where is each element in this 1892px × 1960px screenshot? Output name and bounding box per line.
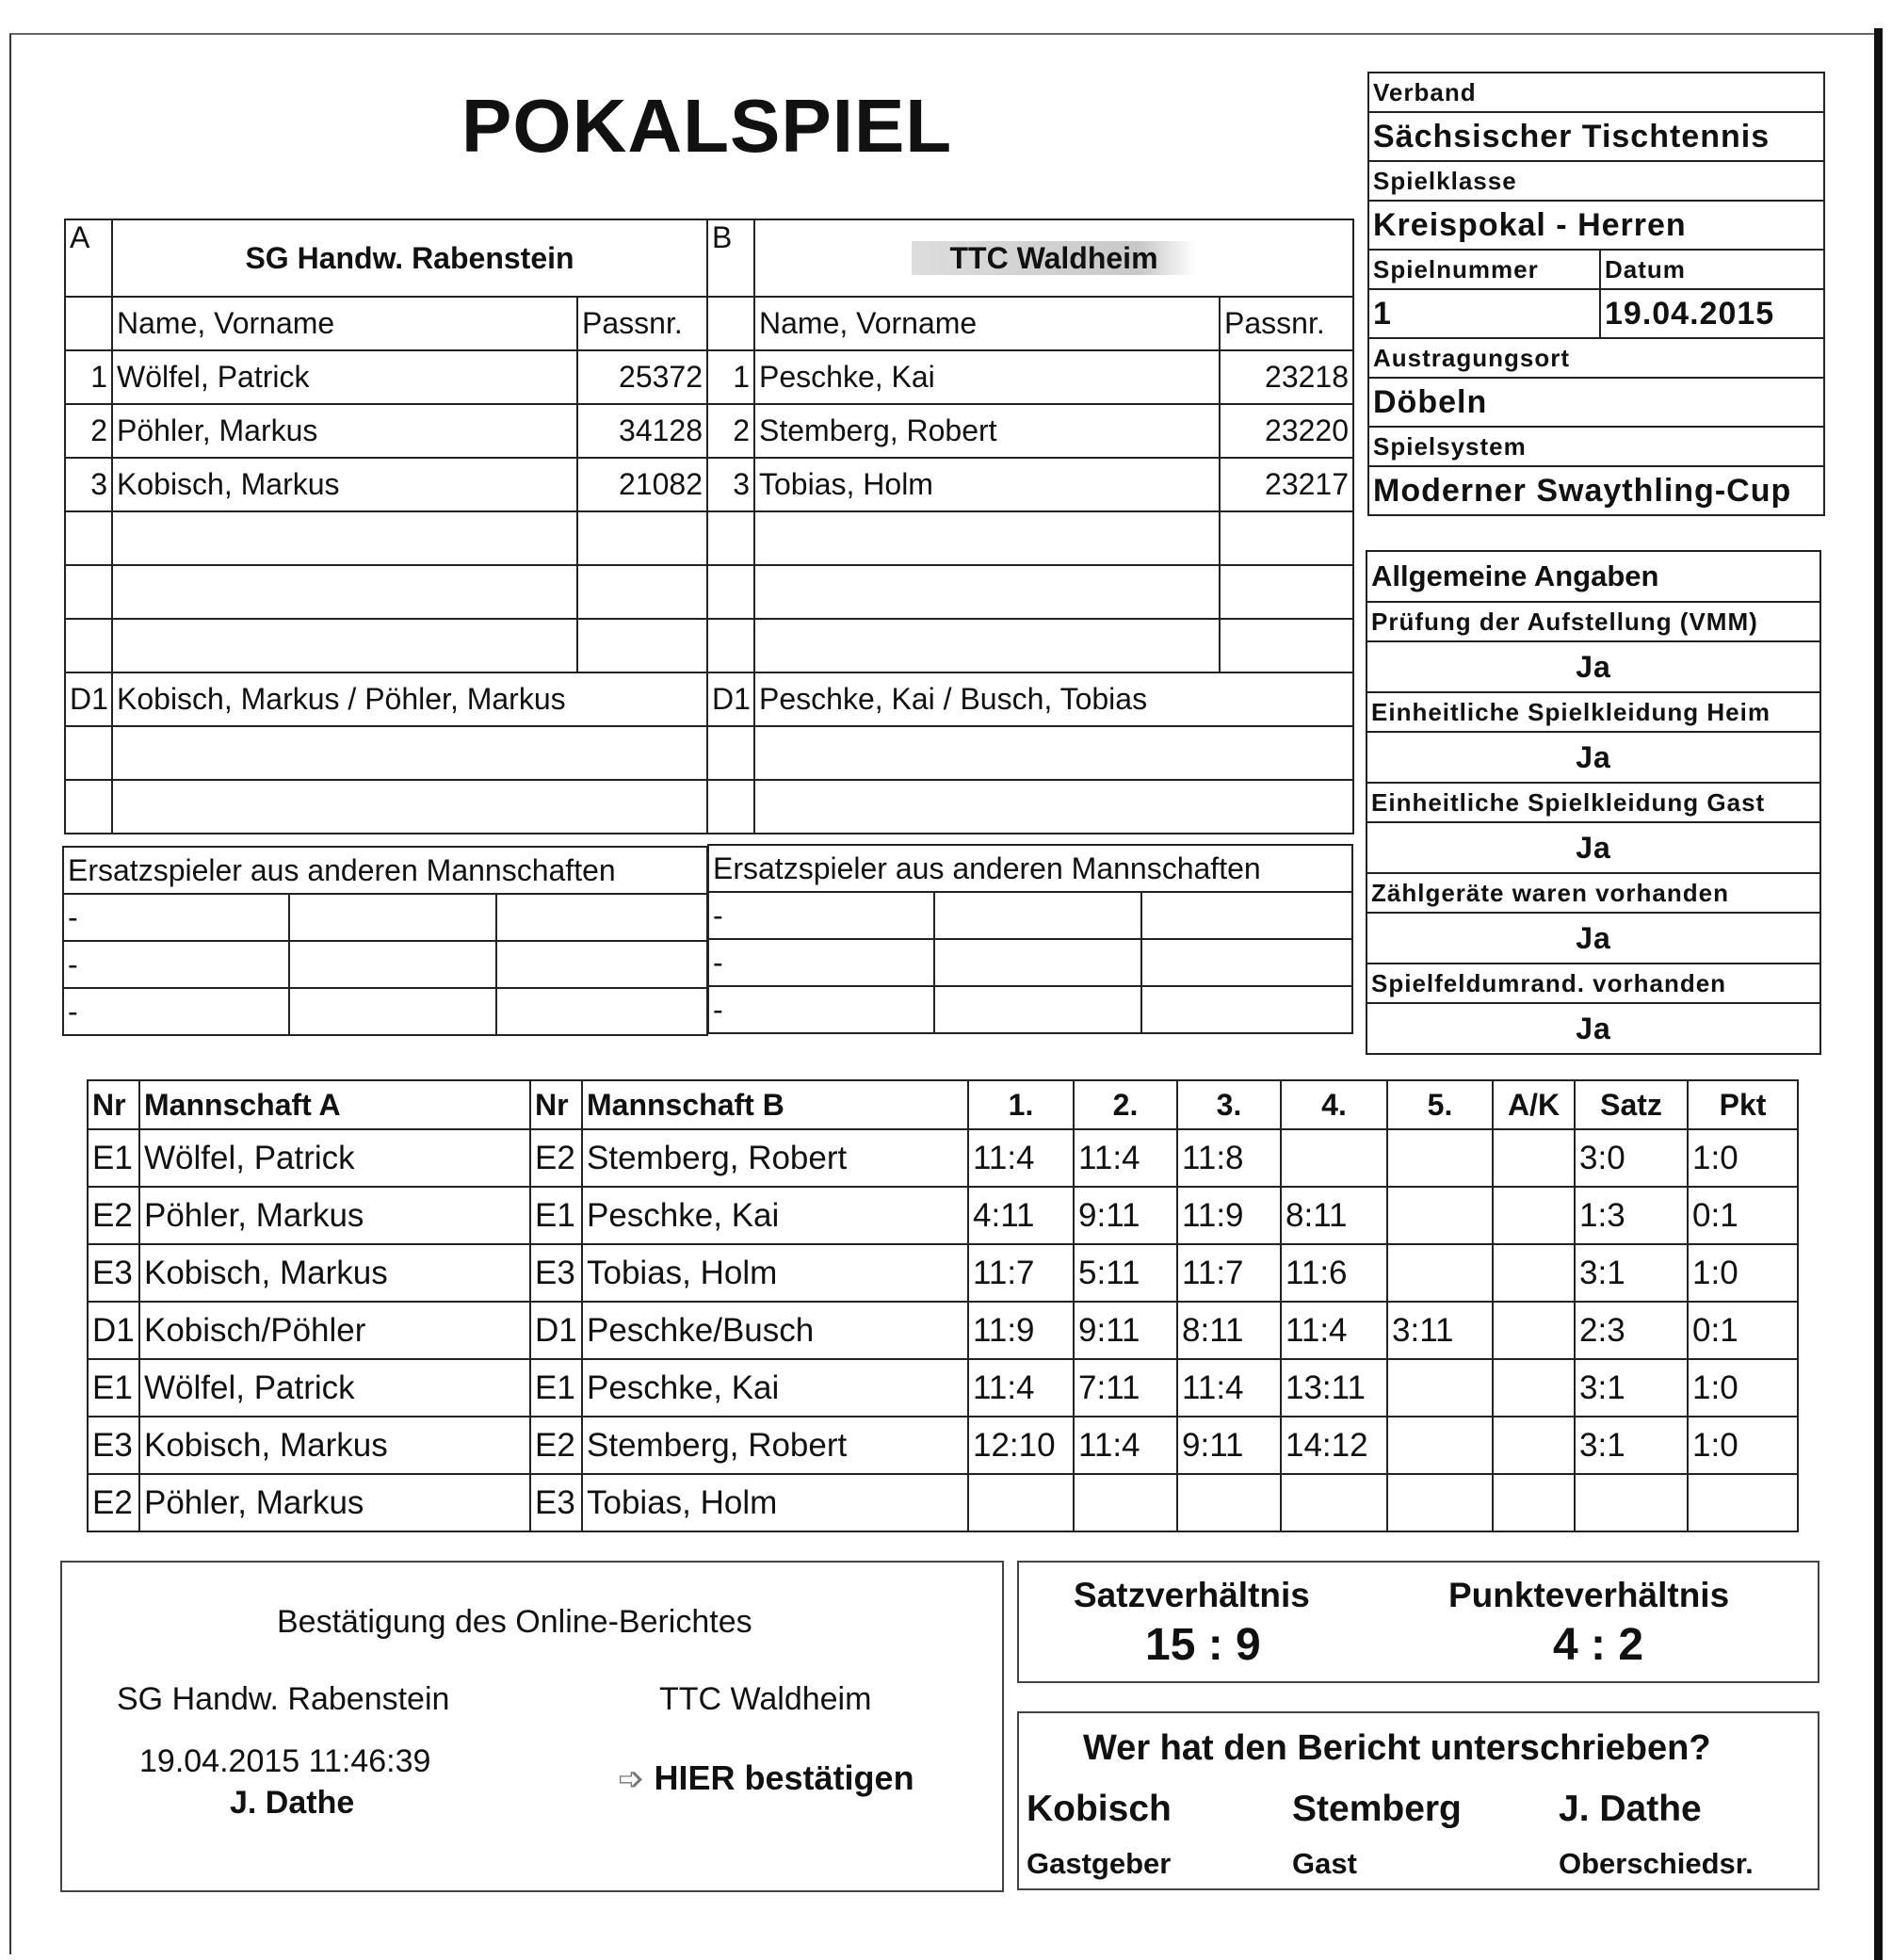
results-row — [88, 1187, 1798, 1244]
results-cell-player-a: Pöhler, Markus — [139, 1187, 530, 1244]
doubles-no: D1 — [707, 672, 754, 726]
results-cell-nr-a: E1 — [88, 1129, 139, 1187]
results-cell-ak — [1493, 1474, 1575, 1531]
team-b-name-cell — [754, 219, 1353, 297]
team-b-name: TTC Waldheim — [912, 241, 1195, 275]
team-b-col-name: Name, Vorname — [754, 297, 1220, 350]
substitute-cell: - — [63, 941, 289, 988]
doubles-no: D1 — [65, 672, 112, 726]
substitute-cell: - — [63, 894, 289, 941]
punkte-label: Punkteverhältnis — [1448, 1576, 1730, 1614]
results-cell-pkt: 0:1 — [1688, 1302, 1798, 1359]
results-cell-player-b: Tobias, Holm — [582, 1244, 968, 1302]
results-cell-set-3: 11:9 — [1177, 1187, 1281, 1244]
referee-role: Oberschiedsr. — [1559, 1847, 1754, 1880]
results-cell-set-4 — [1281, 1129, 1387, 1187]
results-cell-set-3: 8:11 — [1177, 1302, 1281, 1359]
results-row — [88, 1129, 1798, 1187]
results-cell-pkt: 1:0 — [1688, 1129, 1798, 1187]
spielklasse-label: Spielklasse — [1368, 161, 1824, 201]
spielnummer-value: 1 — [1368, 289, 1600, 338]
results-cell-set-4: 13:11 — [1281, 1359, 1387, 1417]
datum-label: Datum — [1600, 250, 1824, 289]
results-cell-player-a: Wölfel, Patrick — [139, 1359, 530, 1417]
results-header: Nr — [88, 1080, 139, 1129]
lineup-empty-row — [65, 726, 1353, 780]
player-name: Peschke, Kai — [754, 350, 1220, 404]
team-a-col-pass: Passnr. — [577, 297, 707, 350]
results-cell-nr-a: E3 — [88, 1244, 139, 1302]
results-cell-nr-b: E1 — [530, 1187, 582, 1244]
player-name: Tobias, Holm — [754, 458, 1220, 511]
results-row — [88, 1302, 1798, 1359]
results-cell-satz — [1575, 1474, 1688, 1531]
page-title: POKALSPIEL — [461, 84, 953, 168]
player-no: 2 — [707, 404, 754, 458]
match-info-panel — [1367, 72, 1825, 516]
results-cell-satz: 3:0 — [1575, 1129, 1688, 1187]
results-cell-player-b: Peschke, Kai — [582, 1359, 968, 1417]
general-item-value: Ja — [1366, 641, 1820, 692]
spielklasse-value: Kreispokal - Herren — [1368, 201, 1824, 250]
substitutes-b-title: Ersatzspieler aus anderen Mannschaften — [708, 845, 1352, 892]
general-item-value: Ja — [1366, 822, 1820, 873]
results-cell-set-5 — [1387, 1187, 1493, 1244]
general-item-label: Einheitliche Spielkleidung Heim — [1366, 692, 1820, 732]
results-cell-player-a: Pöhler, Markus — [139, 1474, 530, 1531]
host-role: Gastgeber — [1027, 1847, 1172, 1880]
general-item-label: Einheitliche Spielkleidung Gast — [1366, 783, 1820, 822]
spielnummer-label: Spielnummer — [1368, 250, 1600, 289]
results-cell-nr-a: E2 — [88, 1474, 139, 1531]
guest-name: Stemberg — [1292, 1789, 1462, 1829]
player-no: 3 — [707, 458, 754, 511]
arrow-right-icon: ➩ — [618, 1761, 645, 1797]
substitute-cell: - — [708, 939, 934, 986]
ort-value: Döbeln — [1368, 378, 1824, 427]
player-no: 3 — [65, 458, 112, 511]
lineup-empty-row — [65, 565, 1353, 619]
player-pass: 23217 — [1220, 458, 1353, 511]
datum-value: 19.04.2015 — [1600, 289, 1824, 338]
player-no: 1 — [707, 350, 754, 404]
satz-value: 15 : 9 — [1145, 1620, 1261, 1670]
general-item-value: Ja — [1366, 732, 1820, 783]
results-cell-nr-b: E2 — [530, 1417, 582, 1474]
player-name: Wölfel, Patrick — [112, 350, 577, 404]
general-item-value: Ja — [1366, 913, 1820, 964]
lineup-empty-row — [65, 619, 1353, 672]
player-pass: 21082 — [577, 458, 707, 511]
results-cell-satz: 3:1 — [1575, 1417, 1688, 1474]
lineup-row — [65, 350, 1353, 404]
results-cell-set-1: 11:9 — [968, 1302, 1074, 1359]
results-cell-set-3: 11:4 — [1177, 1359, 1281, 1417]
results-cell-pkt: 1:0 — [1688, 1359, 1798, 1417]
spielsystem-label: Spielsystem — [1368, 427, 1824, 466]
results-cell-set-5: 3:11 — [1387, 1302, 1493, 1359]
substitute-cell: - — [708, 986, 934, 1033]
general-item-value: Ja — [1366, 1003, 1820, 1054]
results-cell-player-a: Kobisch, Markus — [139, 1417, 530, 1474]
confirmation-timestamp: 19.04.2015 11:46:39 — [139, 1743, 431, 1779]
confirmation-box — [60, 1561, 1004, 1892]
results-cell-set-2 — [1074, 1474, 1177, 1531]
substitutes-a-title: Ersatzspieler aus anderen Mannschaften — [63, 847, 707, 894]
results-row — [88, 1359, 1798, 1417]
results-cell-satz: 2:3 — [1575, 1302, 1688, 1359]
results-cell-nr-b: D1 — [530, 1302, 582, 1359]
doubles-pair: Peschke, Kai / Busch, Tobias — [754, 672, 1353, 726]
substitute-cell: - — [63, 988, 289, 1035]
results-header: Pkt — [1688, 1080, 1798, 1129]
results-cell-nr-b: E3 — [530, 1244, 582, 1302]
verband-label: Verband — [1368, 73, 1824, 112]
player-pass: 34128 — [577, 404, 707, 458]
team-a-col-name: Name, Vorname — [112, 297, 577, 350]
results-cell-set-5 — [1387, 1474, 1493, 1531]
results-cell-nr-a: E2 — [88, 1187, 139, 1244]
totals-box — [1017, 1561, 1819, 1683]
results-header: 1. — [968, 1080, 1074, 1129]
lineup-empty-row — [65, 780, 1353, 834]
satz-label: Satzverhältnis — [1074, 1576, 1310, 1614]
results-cell-set-2: 5:11 — [1074, 1244, 1177, 1302]
general-item-label: Spielfeldumrand. vorhanden — [1366, 964, 1820, 1003]
general-details — [1366, 550, 1821, 1055]
results-cell-ak — [1493, 1129, 1575, 1187]
results-cell-set-4: 11:4 — [1281, 1302, 1387, 1359]
lineup-empty-row — [65, 511, 1353, 565]
results-header: 5. — [1387, 1080, 1493, 1129]
results-cell-pkt: 0:1 — [1688, 1187, 1798, 1244]
results-cell-player-a: Wölfel, Patrick — [139, 1129, 530, 1187]
results-cell-player-b: Tobias, Holm — [582, 1474, 968, 1531]
confirmation-signer: J. Dathe — [230, 1785, 355, 1821]
results-cell-set-2: 11:4 — [1074, 1417, 1177, 1474]
results-header: Satz — [1575, 1080, 1688, 1129]
player-no: 1 — [65, 350, 112, 404]
player-pass: 23220 — [1220, 404, 1353, 458]
results-cell-ak — [1493, 1417, 1575, 1474]
results-cell-player-a: Kobisch, Markus — [139, 1244, 530, 1302]
scan-edge — [1874, 28, 1883, 1960]
results-cell-set-3 — [1177, 1474, 1281, 1531]
results-row — [88, 1244, 1798, 1302]
results-header: 4. — [1281, 1080, 1387, 1129]
results-cell-set-3: 11:7 — [1177, 1244, 1281, 1302]
results-cell-set-2: 7:11 — [1074, 1359, 1177, 1417]
general-item-label: Prüfung der Aufstellung (VMM) — [1366, 602, 1820, 641]
host-name: Kobisch — [1027, 1789, 1172, 1829]
player-name: Pöhler, Markus — [112, 404, 577, 458]
results-cell-ak — [1493, 1244, 1575, 1302]
results-cell-set-5 — [1387, 1359, 1493, 1417]
results-cell-set-5 — [1387, 1417, 1493, 1474]
general-item-label: Zählgeräte waren vorhanden — [1366, 873, 1820, 913]
results-cell-satz: 3:1 — [1575, 1359, 1688, 1417]
results-cell-set-4: 8:11 — [1281, 1187, 1387, 1244]
results-header: 2. — [1074, 1080, 1177, 1129]
confirm-action-label: HIER bestätigen — [654, 1758, 914, 1797]
results-cell-set-1: 11:7 — [968, 1244, 1074, 1302]
team-b-col-pass: Passnr. — [1220, 297, 1353, 350]
confirm-action[interactable] — [618, 1758, 914, 1798]
team-b-letter: B — [707, 219, 754, 297]
results-cell-set-1 — [968, 1474, 1074, 1531]
results-cell-player-b: Peschke/Busch — [582, 1302, 968, 1359]
punkte-value: 4 : 2 — [1553, 1620, 1644, 1670]
results-header: Nr — [530, 1080, 582, 1129]
verband-value: Sächsischer Tischtennis — [1368, 112, 1824, 161]
results-cell-nr-a: E3 — [88, 1417, 139, 1474]
results-cell-satz: 1:3 — [1575, 1187, 1688, 1244]
results-cell-pkt: 1:0 — [1688, 1417, 1798, 1474]
results-header: Mannschaft B — [582, 1080, 968, 1129]
results-header: Mannschaft A — [139, 1080, 530, 1129]
results-cell-nr-a: D1 — [88, 1302, 139, 1359]
results-cell-set-1: 11:4 — [968, 1359, 1074, 1417]
results-cell-nr-b: E2 — [530, 1129, 582, 1187]
results-header-row — [88, 1080, 1798, 1129]
team-a-letter: A — [65, 219, 112, 297]
results-header: A/K — [1493, 1080, 1575, 1129]
results-cell-set-1: 4:11 — [968, 1187, 1074, 1244]
results-cell-set-3: 11:8 — [1177, 1129, 1281, 1187]
substitutes-b — [707, 844, 1353, 1034]
results-cell-set-2: 9:11 — [1074, 1302, 1177, 1359]
results-cell-satz: 3:1 — [1575, 1244, 1688, 1302]
signatures-question: Wer hat den Bericht unterschrieben? — [1083, 1728, 1711, 1768]
results-cell-set-4: 11:6 — [1281, 1244, 1387, 1302]
results-header: 3. — [1177, 1080, 1281, 1129]
confirmation-title: Bestätigung des Online-Berichtes — [277, 1604, 752, 1640]
results-cell-set-5 — [1387, 1129, 1493, 1187]
ort-label: Austragungsort — [1368, 338, 1824, 378]
results-cell-player-b: Stemberg, Robert — [582, 1417, 968, 1474]
team-a-name: SG Handw. Rabenstein — [112, 219, 707, 297]
player-pass: 25372 — [577, 350, 707, 404]
spielsystem-value: Moderner Swaythling-Cup — [1368, 466, 1824, 515]
player-name: Kobisch, Markus — [112, 458, 577, 511]
results-cell-set-1: 12:10 — [968, 1417, 1074, 1474]
lineup-doubles-row — [65, 672, 1353, 726]
results-cell-ak — [1493, 1187, 1575, 1244]
results-row — [88, 1417, 1798, 1474]
guest-role: Gast — [1292, 1847, 1357, 1880]
general-title: Allgemeine Angaben — [1366, 551, 1820, 602]
substitutes-a — [62, 846, 708, 1036]
results-cell-ak — [1493, 1302, 1575, 1359]
referee-name: J. Dathe — [1559, 1789, 1702, 1829]
doubles-pair: Kobisch, Markus / Pöhler, Markus — [112, 672, 707, 726]
results-cell-pkt — [1688, 1474, 1798, 1531]
results-cell-nr-b: E1 — [530, 1359, 582, 1417]
results-cell-nr-b: E3 — [530, 1474, 582, 1531]
results-cell-pkt: 1:0 — [1688, 1244, 1798, 1302]
results-cell-ak — [1493, 1359, 1575, 1417]
results-table — [87, 1079, 1799, 1532]
results-cell-set-1: 11:4 — [968, 1129, 1074, 1187]
results-cell-set-2: 11:4 — [1074, 1129, 1177, 1187]
results-cell-player-a: Kobisch/Pöhler — [139, 1302, 530, 1359]
confirmation-guest: TTC Waldheim — [659, 1681, 872, 1717]
lineup-row — [65, 458, 1353, 511]
results-cell-set-4 — [1281, 1474, 1387, 1531]
results-cell-set-2: 9:11 — [1074, 1187, 1177, 1244]
results-cell-nr-a: E1 — [88, 1359, 139, 1417]
results-cell-player-b: Peschke, Kai — [582, 1187, 968, 1244]
player-name: Stemberg, Robert — [754, 404, 1220, 458]
results-cell-set-3: 9:11 — [1177, 1417, 1281, 1474]
signatures-box — [1017, 1711, 1819, 1890]
results-cell-set-4: 14:12 — [1281, 1417, 1387, 1474]
results-cell-set-5 — [1387, 1244, 1493, 1302]
substitute-cell: - — [708, 892, 934, 939]
results-cell-player-b: Stemberg, Robert — [582, 1129, 968, 1187]
confirmation-home: SG Handw. Rabenstein — [117, 1681, 450, 1717]
player-no: 2 — [65, 404, 112, 458]
lineup-table — [64, 219, 1354, 834]
player-pass: 23218 — [1220, 350, 1353, 404]
lineup-row — [65, 404, 1353, 458]
results-row — [88, 1474, 1798, 1531]
